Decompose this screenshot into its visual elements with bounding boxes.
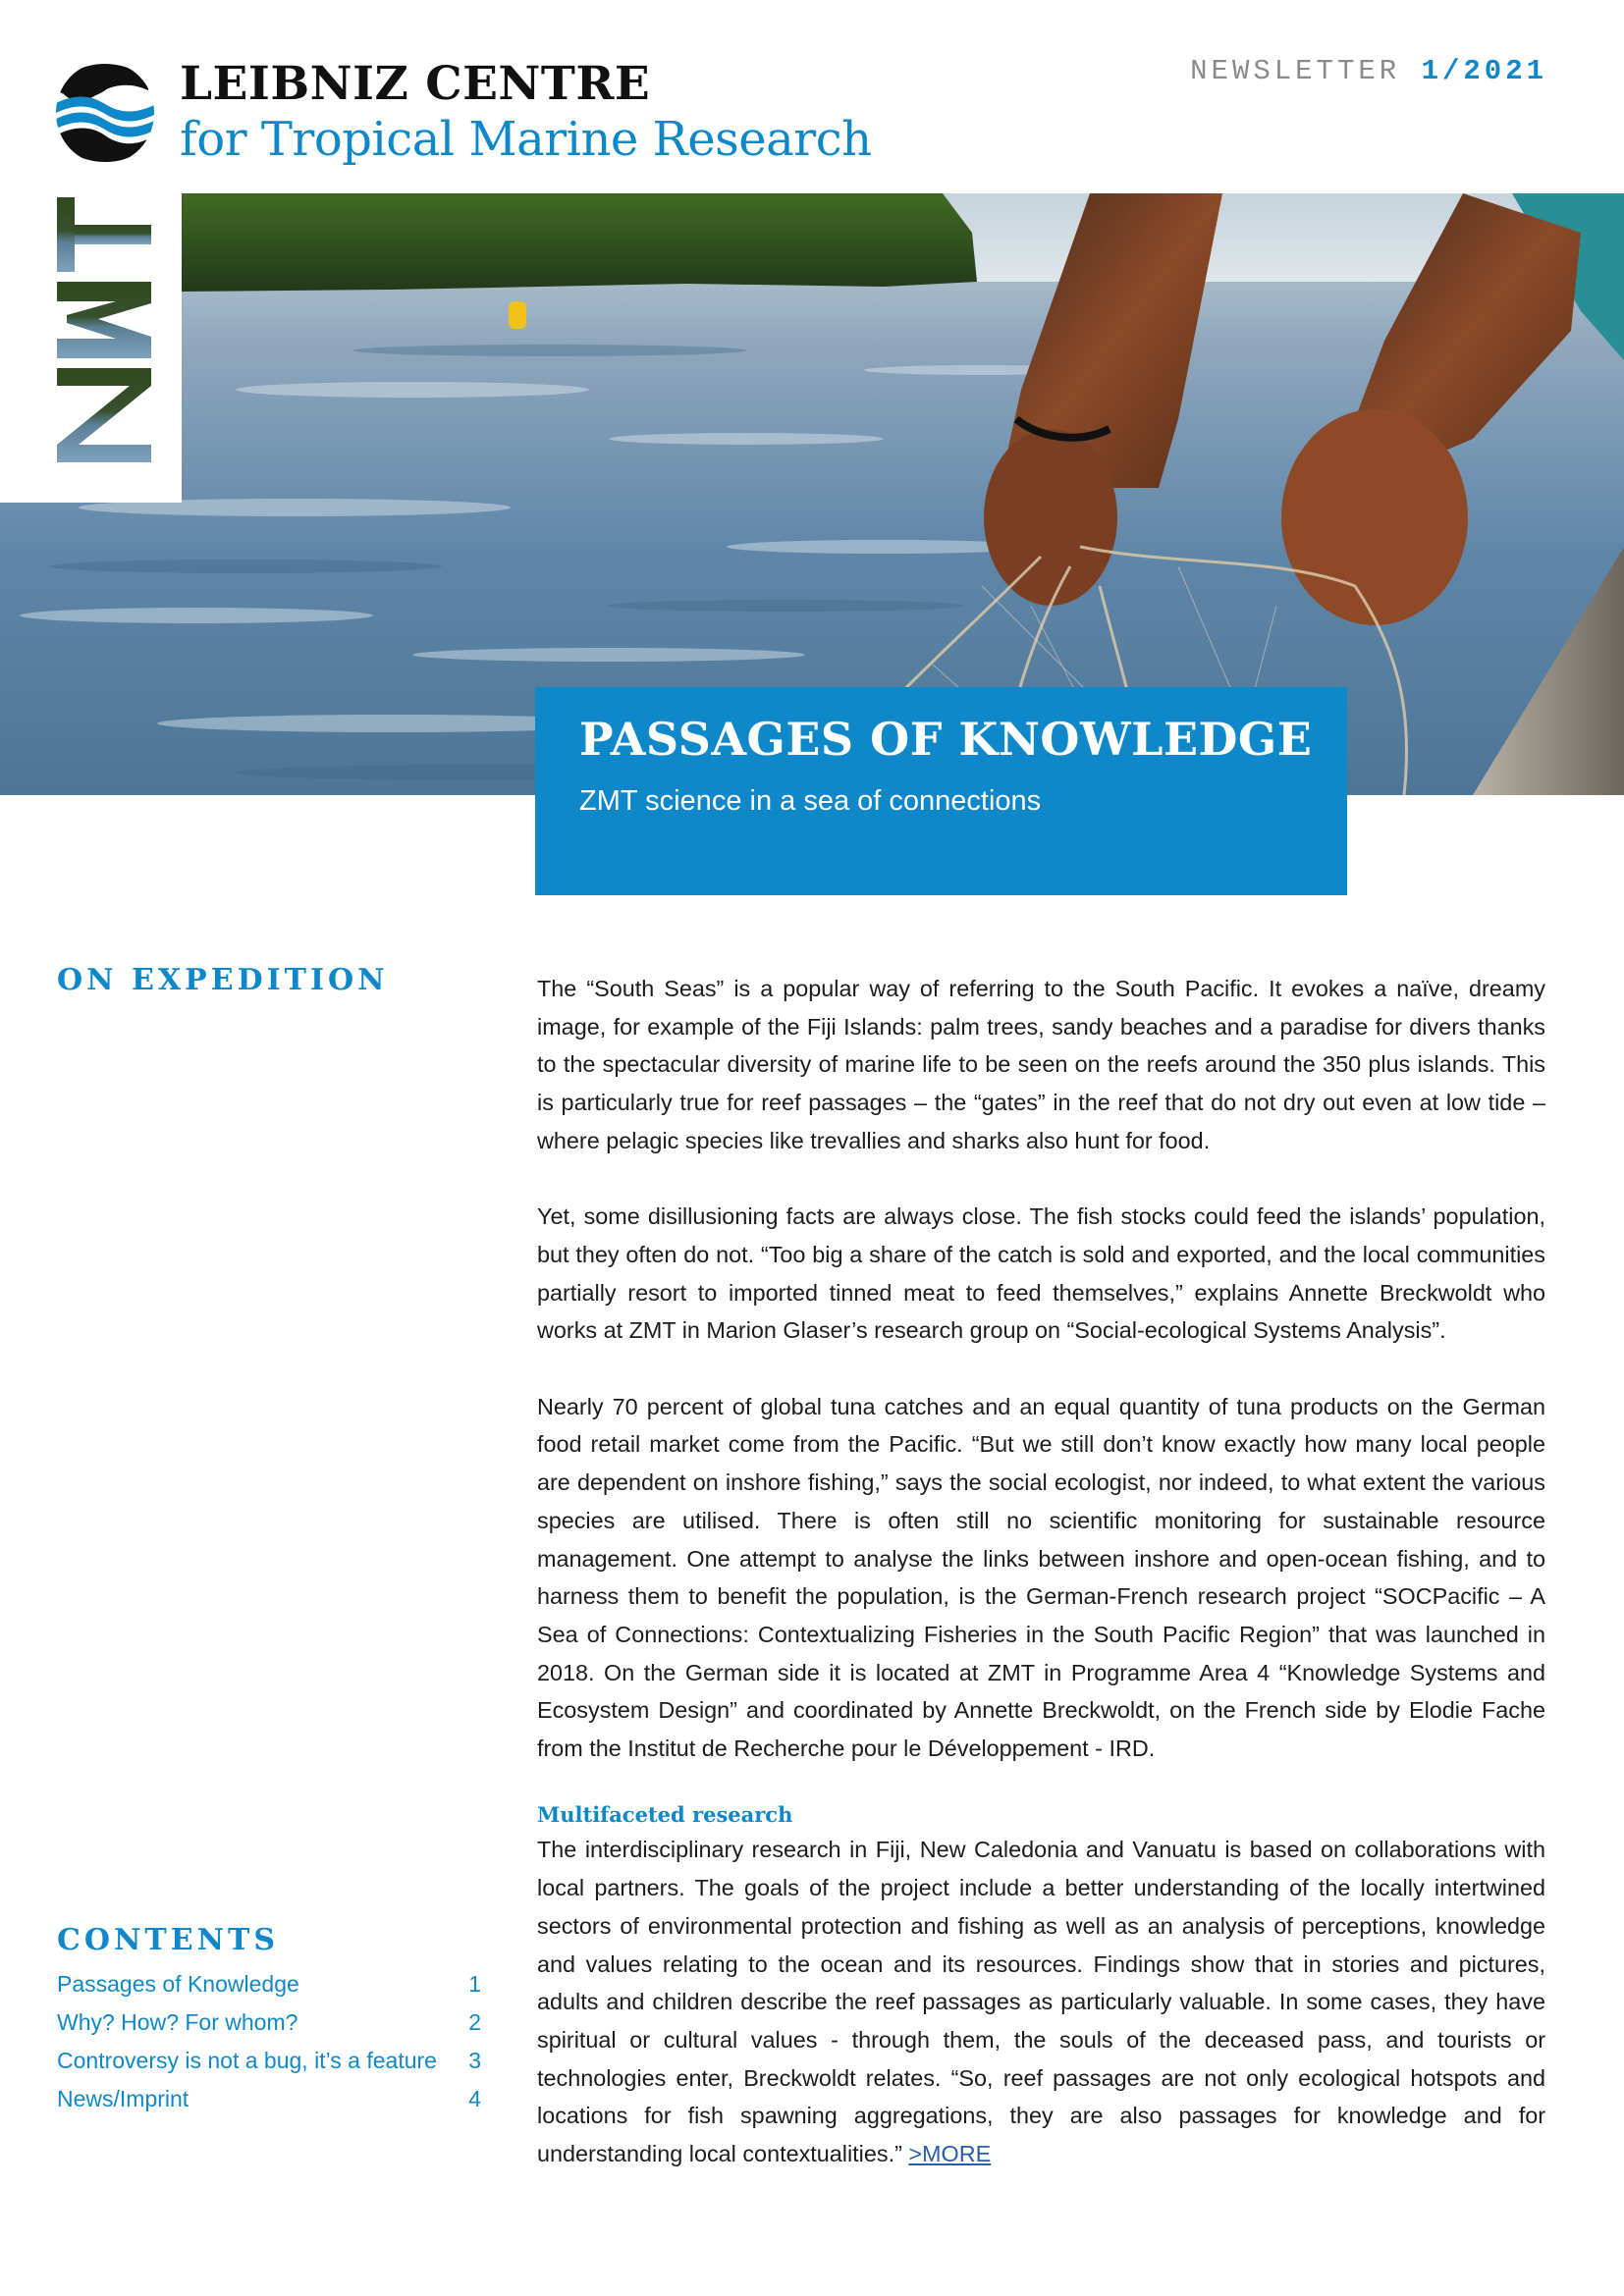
article-paragraph: Yet, some disillusioning facts are always close. The fish stocks could feed the islands’ population, but they often do not. “Too big a share of the catch is sold and exported, and the local communities partially resort to imported tinned meat to feed themselves,” explains Annette Breckwoldt who works at ZMT in Marion Glaser’s research group on “Social-ecological Systems Analysis”. <box>537 1203 1545 1344</box>
feature-subtitle: ZMT science in a sea of connections <box>579 784 1042 817</box>
toc-item-label: Passages of Knowledge <box>57 1971 299 1997</box>
final-paragraph-text: The interdisciplinary research in Fiji, New Caledonia and Vanuatu is based on collaborations with local partners. The goals of the project include a better understanding of the locally intertwined sectors of environmental protection and fishing as well as an analysis of perceptions, knowledge and values relating to the ocean and its resources. Findings show that in stories and pictures, adults and children describe the reef passages as particularly valuable. In some cases, they have spiritual or cultural values - through them, the souls of the deceased pass, and tourists or technologies enter, Breckwoldt relates. “So, reef passages are not only ecological hotspots and locations for fish spawning aggregations, they are also passages for knowledge and for understanding local contextualities.” <box>537 1837 1545 2167</box>
zmt-wave-logo-icon <box>54 61 156 165</box>
article-paragraph-final <box>537 1831 1545 2172</box>
article-body <box>537 970 1545 2173</box>
contents-heading: CONTENTS <box>57 1923 280 1957</box>
feature-title-box <box>535 687 1347 895</box>
feature-title: PASSAGES OF KNOWLEDGE <box>579 713 1313 766</box>
newsletter-text: NEWSLETTER <box>1190 55 1401 87</box>
zmt-vertical-logo-panel <box>0 193 182 503</box>
table-of-contents <box>57 1923 481 2118</box>
toc-item-label: Controversy is not a bug, it’s a feature <box>57 2048 437 2073</box>
toc-page-number: 3 <box>468 2048 481 2073</box>
more-link[interactable]: >MORE <box>908 2141 992 2167</box>
toc-item-why-how-for-whom[interactable] <box>57 2003 481 2042</box>
org-name-line2: for Tropical Marine Research <box>180 112 872 167</box>
toc-item-news-imprint[interactable] <box>57 2080 481 2118</box>
article-paragraph: Nearly 70 percent of global tuna catches and an equal quantity of tuna products on the German food retail market come from the Pacific. “But we still don’t know exactly how many local people are dependent on inshore fishing,” says the social ecologist, nor indeed, to what extent the various species are utilised. There is often still no scientific monitoring for sustainable resource management. One attempt to analyse the links between inshore and open-ocean fishing, and to harness them to benefit the population, is the German-French research project “SOCPacific – A Sea of Connections: Contextualizing Fisheries in the South Pacific Region” that was launched in 2018. On the German side it is located at ZMT in Programme Area 4 “Knowledge Systems and Ecosystem Design” and coordinated by Annette Breckwoldt, on the French side by Elodie Fache from the Institut de Recherche pour le Développement - IRD. <box>537 1393 1545 1762</box>
org-name-line1: LEIBNIZ CENTRE <box>180 57 651 111</box>
section-label: ON EXPEDITION <box>57 963 389 997</box>
toc-item-label: Why? How? For whom? <box>57 2009 298 2035</box>
article-subheading: Multifaceted research <box>537 1802 793 1828</box>
toc-item-passages-of-knowledge[interactable] <box>57 1965 481 2003</box>
toc-page-number: 4 <box>468 2086 481 2111</box>
toc-item-controversy[interactable] <box>57 2042 481 2080</box>
article-paragraph: The “South Seas” is a popular way of referring to the South Pacific. It evokes a naïve, dreamy image, for example of the Fiji Islands: palm trees, sandy beaches and a paradise for divers thanks to the spectacular diversity of marine life to be seen on the reefs around the 350 plus islands. This is particularly true for reef passages – the “gates” in the reef that do not dry out even at low tide – where pelagic species like trevallies and sharks also hunt for food. <box>537 976 1545 1153</box>
newsletter-issue-label <box>1190 57 1547 85</box>
toc-item-label: News/Imprint <box>57 2086 189 2111</box>
toc-page-number: 2 <box>468 2009 481 2035</box>
zmt-acronym-icon <box>57 193 151 473</box>
issue-number: 1/2021 <box>1421 55 1547 87</box>
toc-page-number: 1 <box>468 1971 481 1997</box>
